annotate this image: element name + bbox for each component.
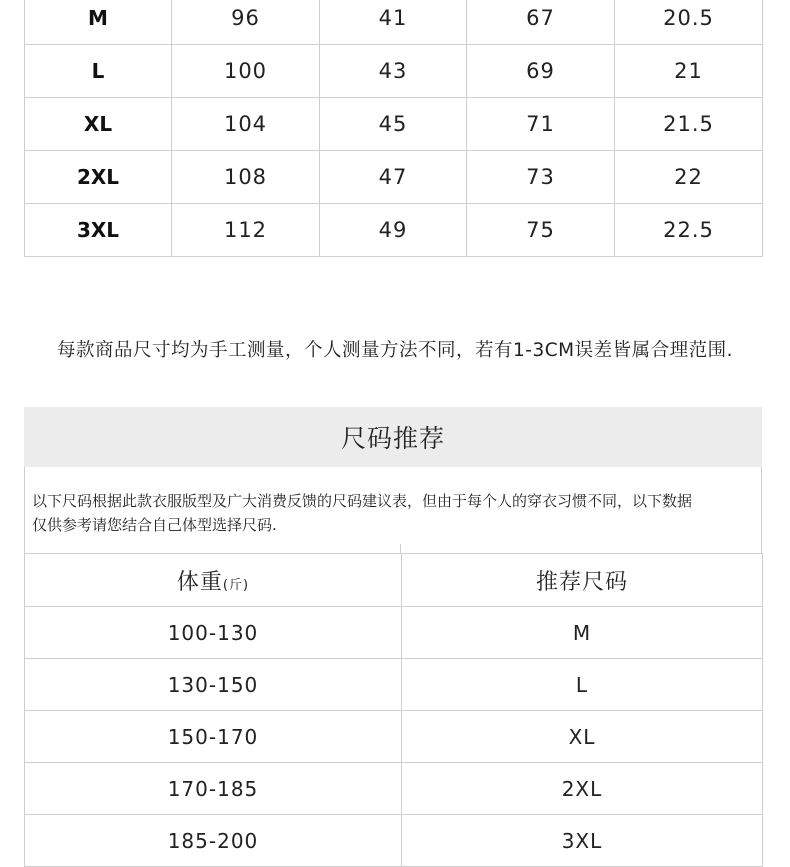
size-label: M [25,0,172,45]
description-line: 仅供参考请您结合自己体型选择尺码. [32,516,277,534]
table-row [25,763,763,815]
table-cell: 67 [467,0,615,45]
table-cell: 112 [172,204,320,257]
weight-header [25,554,402,607]
size-recommendation-section [24,407,762,867]
description-line: 以下尺码根据此款衣服版型及广大消费反馈的尺码建议表，但由于每个人的穿衣习惯不同，以下数据 [32,492,693,510]
recommended-size: 3XL [402,815,763,867]
table-cell: 21 [615,45,763,98]
weight-range: 150-170 [25,711,402,763]
table-row [25,98,763,151]
table-cell: 22.5 [615,204,763,257]
table-cell: 21.5 [615,98,763,151]
recommended-size: L [402,659,763,711]
table-cell: 96 [172,0,320,45]
table-cell: 75 [467,204,615,257]
table-cell: 43 [320,45,467,98]
table-row [25,607,763,659]
table-cell: 73 [467,151,615,204]
table-cell: 22 [615,151,763,204]
table-cell: 49 [320,204,467,257]
table-row [25,204,763,257]
weight-range: 130-150 [25,659,402,711]
size-label: 2XL [25,151,172,204]
weight-header-label: 体重 [176,569,223,595]
table-row [25,45,763,98]
table-cell: 41 [320,0,467,45]
weight-range: 185-200 [25,815,402,867]
column-divider [400,544,401,554]
size-header: 推荐尺码 [402,554,763,607]
weight-range: 170-185 [25,763,402,815]
table-cell: 71 [467,98,615,151]
table-row [25,711,763,763]
recommended-size: XL [402,711,763,763]
table-row [25,815,763,867]
table-cell: 69 [467,45,615,98]
table-header-row [25,554,763,607]
table-cell: 20.5 [615,0,763,45]
weight-unit: (斤) [222,577,250,593]
recommendation-description [24,467,762,553]
table-cell: 45 [320,98,467,151]
measurement-note: 每款商品尺寸均为手工测量，个人测量方法不同，若有1-3CM误差皆属合理范围. [57,340,733,361]
size-label: XL [25,98,172,151]
table-row [25,151,763,204]
recommended-size: M [402,607,763,659]
table-cell: 108 [172,151,320,204]
recommended-size: 2XL [402,763,763,815]
table-cell: 100 [172,45,320,98]
size-label: L [25,45,172,98]
size-table [24,0,763,257]
size-label: 3XL [25,204,172,257]
table-row [25,659,763,711]
table-cell: 47 [320,151,467,204]
weight-range: 100-130 [25,607,402,659]
recommendation-table [24,553,763,867]
table-row [25,0,763,45]
section-title: 尺码推荐 [24,407,762,467]
table-cell: 104 [172,98,320,151]
